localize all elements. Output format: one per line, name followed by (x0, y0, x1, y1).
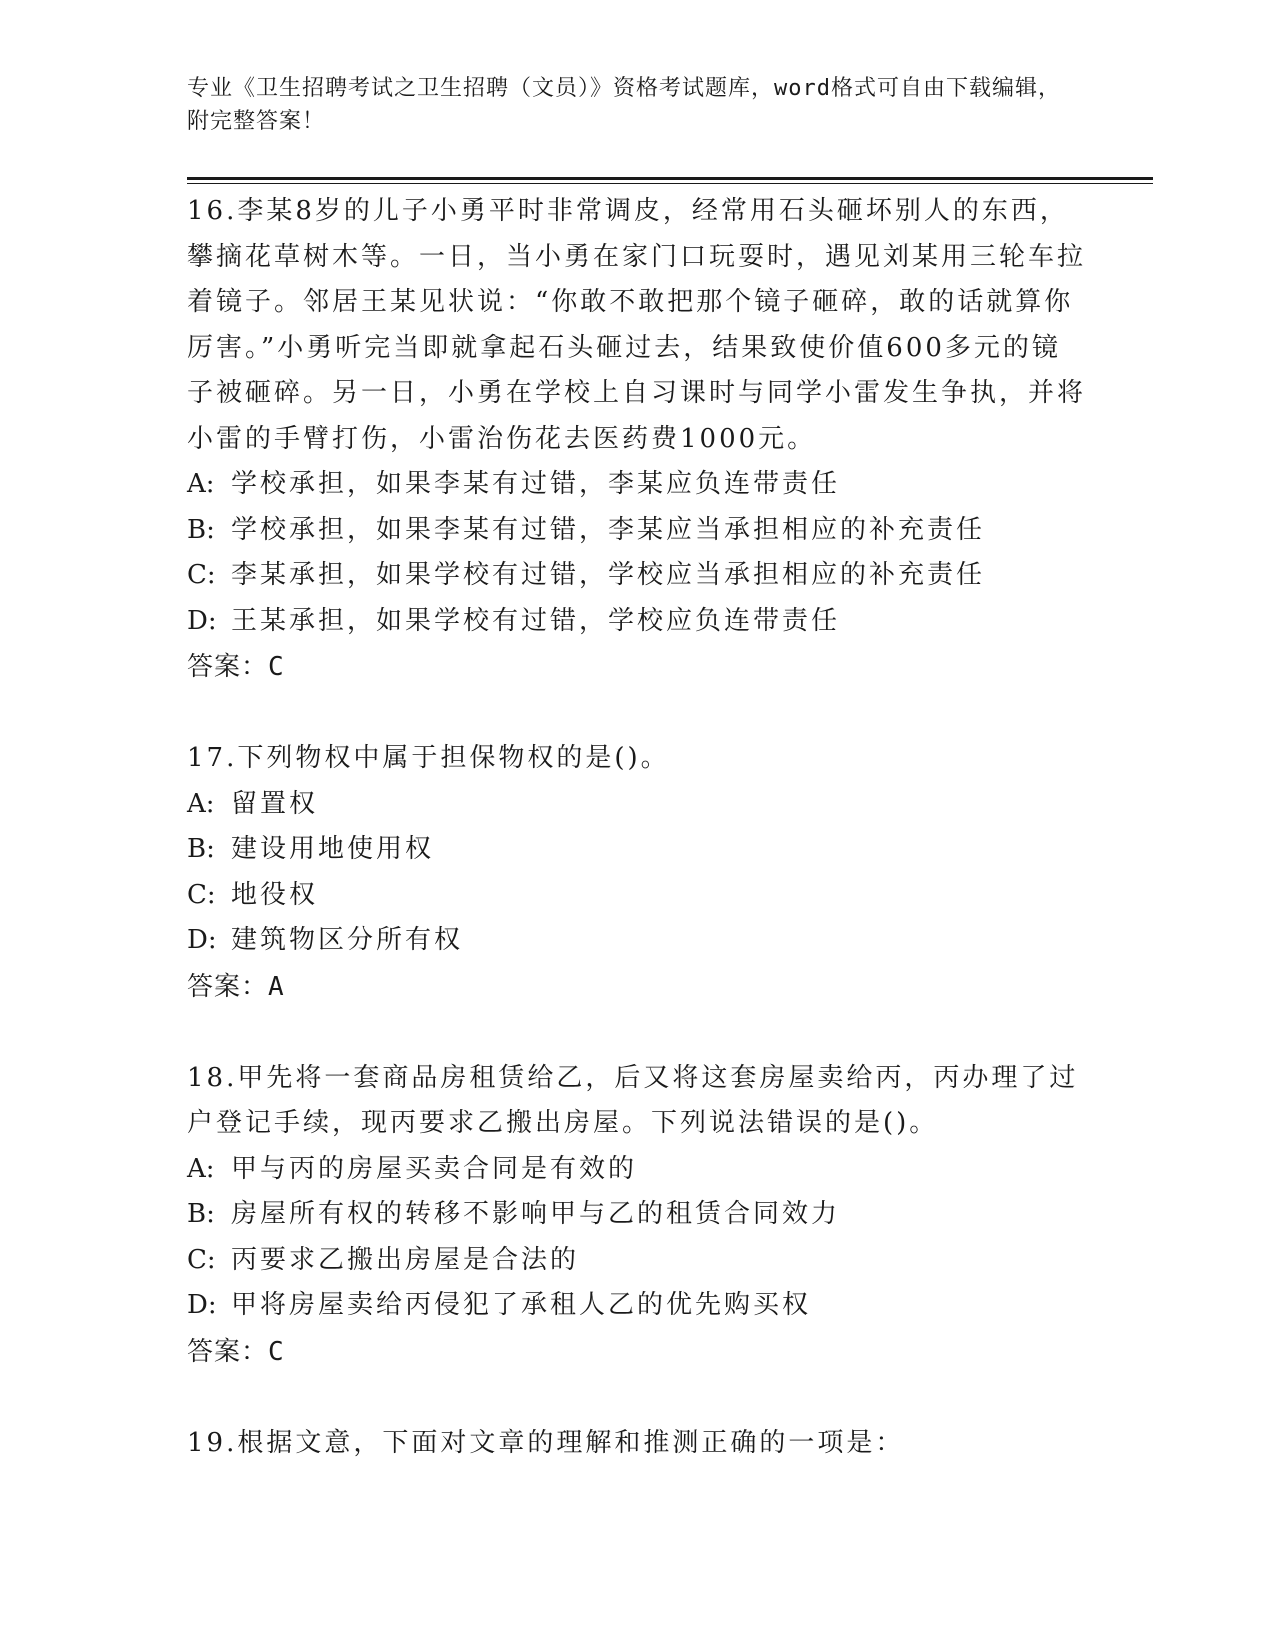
option-letter: A: (187, 788, 215, 819)
option-a (187, 462, 1087, 508)
option-text: 丙要求乙搬出房屋是合法的 (231, 1244, 580, 1275)
question-16 (187, 189, 1087, 690)
option-d (187, 1283, 1087, 1329)
option-letter: D: (187, 605, 217, 636)
question-stem: 16.李某8岁的儿子小勇平时非常调皮，经常用石头砸坏别人的东西，攀摘花草树木等。一日，当小勇在家门口玩耍时，遇见刘某用三轮车拉着镜子。邻居王某见状说：“你敢不敢把那个镜子砸碎，敢的话就算你厉害。”小勇听完当即就拿起石头砸过去，结果致使价值600多元的镜子被砸碎。另一日，小勇在学校上自习课时与同学小雷发生争执，并将小雷的手臂打伤，小雷治伤花去医药费1000元。 (187, 196, 1087, 454)
header-rule-thin (187, 183, 1153, 184)
option-letter: C: (187, 879, 216, 910)
option-text: 王某承担，如果学校有过错，学校应负连带责任 (231, 605, 841, 636)
option-text: 学校承担，如果李某有过错，李某应负连带责任 (231, 469, 841, 499)
answer-line (187, 1329, 1087, 1375)
answer-value: A (268, 971, 285, 1002)
option-c (187, 873, 1087, 919)
option-d (187, 918, 1087, 964)
option-letter: D: (187, 925, 217, 955)
answer-line (187, 964, 1087, 1010)
option-letter: A: (187, 1153, 215, 1184)
header-rule-thick (187, 177, 1153, 180)
option-b (187, 508, 1087, 554)
option-letter: B: (187, 834, 215, 864)
page-header: 专业《卫生招聘考试之卫生招聘（文员）》资格考试题库，word格式可自由下载编辑，附完整答案！ (187, 76, 1061, 134)
option-text: 建筑物区分所有权 (231, 925, 464, 955)
option-c (187, 553, 1087, 599)
question-list (187, 189, 1087, 1512)
option-letter: C: (187, 1244, 216, 1275)
question-stem: 19.根据文意，下面对文章的理解和推测正确的一项是： (187, 1427, 905, 1458)
option-text: 学校承担，如果李某有过错，李某应当承担相应的补充责任 (231, 514, 986, 545)
option-text: 房屋所有权的转移不影响甲与乙的租赁合同效力 (231, 1199, 841, 1229)
option-letter: B: (187, 514, 215, 545)
option-letter: B: (187, 1199, 215, 1229)
option-c (187, 1238, 1087, 1284)
option-letter: D: (187, 1290, 217, 1320)
question-18 (187, 1056, 1087, 1375)
option-a (187, 1147, 1087, 1193)
option-letter: A: (187, 469, 215, 499)
option-text: 留置权 (231, 788, 319, 819)
answer-label: 答案： (187, 971, 269, 1002)
answer-value: C (268, 652, 285, 682)
answer-label: 答案： (187, 1336, 269, 1367)
option-text: 李某承担，如果学校有过错，学校应当承担相应的补充责任 (231, 560, 986, 590)
question-stem: 18.甲先将一套商品房租赁给乙，后又将这套房屋卖给丙，丙办理了过户登记手续，现丙要求乙搬出房屋。下列说法错误的是()。 (187, 1062, 1079, 1138)
answer-line (187, 644, 1087, 690)
option-a (187, 782, 1087, 828)
question-19 (187, 1421, 1087, 1467)
answer-label: 答案： (187, 652, 269, 682)
option-text: 地役权 (231, 879, 319, 910)
question-17 (187, 736, 1087, 1010)
option-d (187, 599, 1087, 645)
option-text: 甲将房屋卖给丙侵犯了承租人乙的优先购买权 (231, 1290, 812, 1320)
option-text: 建设用地使用权 (231, 834, 435, 864)
question-stem: 17.下列物权中属于担保物权的是()。 (187, 743, 670, 773)
option-b (187, 1192, 1087, 1238)
option-text: 甲与丙的房屋买卖合同是有效的 (231, 1153, 638, 1184)
option-letter: C: (187, 560, 216, 590)
option-b (187, 827, 1087, 873)
answer-value: C (268, 1336, 285, 1367)
